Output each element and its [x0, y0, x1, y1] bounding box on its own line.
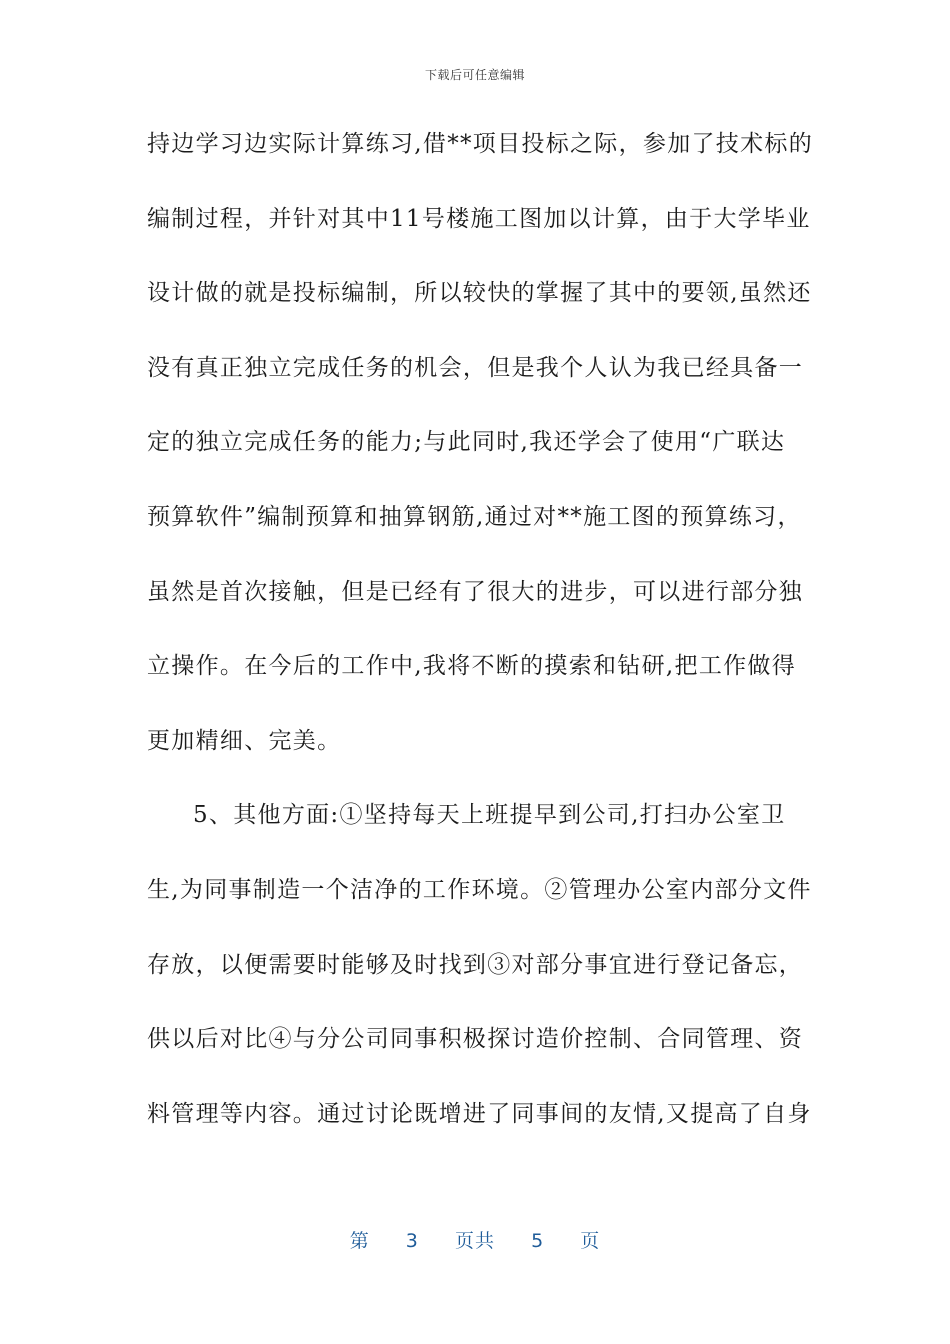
body-line: 更加精细、完美。 — [147, 727, 342, 754]
document-body — [147, 118, 814, 1162]
body-line: 立操作。在今后的工作中,我将不断的摸索和钻研,把工作做得 — [147, 653, 797, 680]
footer-prefix: 第 — [349, 1230, 370, 1252]
footer-suffix: 页 — [580, 1230, 601, 1252]
total-pages-number: 5 — [531, 1230, 545, 1252]
page-header: 下载后可任意编辑 — [424, 68, 525, 82]
body-line: 预算软件”编制预算和抽算钢筋,通过对**施工图的预算练习， — [147, 503, 802, 530]
current-page-number: 3 — [405, 1230, 419, 1252]
body-line: 持边学习边实际计算练习,借**项目投标之际，参加了技术标的 — [147, 131, 814, 157]
paragraph-start-line: 5、其他方面:①坚持每天上班提早到公司,打扫办公室卫 — [193, 802, 786, 829]
body-line: 存放，以便需要时能够及时找到③对部分事宜进行登记备忘， — [147, 951, 804, 978]
body-line: 供以后对比④与分公司同事积极探讨造价控制、合同管理、资 — [147, 1026, 804, 1053]
body-line: 编制过程，并针对其中11号楼施工图加以计算，由于大学毕业 — [147, 205, 811, 232]
footer-middle: 页共 — [454, 1230, 495, 1252]
body-line: 定的独立完成任务的能力;与此同时,我还学会了使用“广联达 — [147, 429, 786, 456]
body-line: 虽然是首次接触，但是已经有了很大的进步，可以进行部分独 — [147, 578, 804, 605]
body-line: 设计做的就是投标编制，所以较快的掌握了其中的要领,虽然还 — [147, 280, 812, 307]
body-line: 生,为同事制造一个洁净的工作环境。②管理办公室内部分文件 — [147, 876, 812, 903]
body-line: 料管理等内容。通过讨论既增进了同事间的友情,又提高了自身 — [147, 1100, 812, 1127]
body-line: 没有真正独立完成任务的机会，但是我个人认为我已经具备一 — [147, 354, 804, 381]
page-footer — [0, 1226, 950, 1253]
